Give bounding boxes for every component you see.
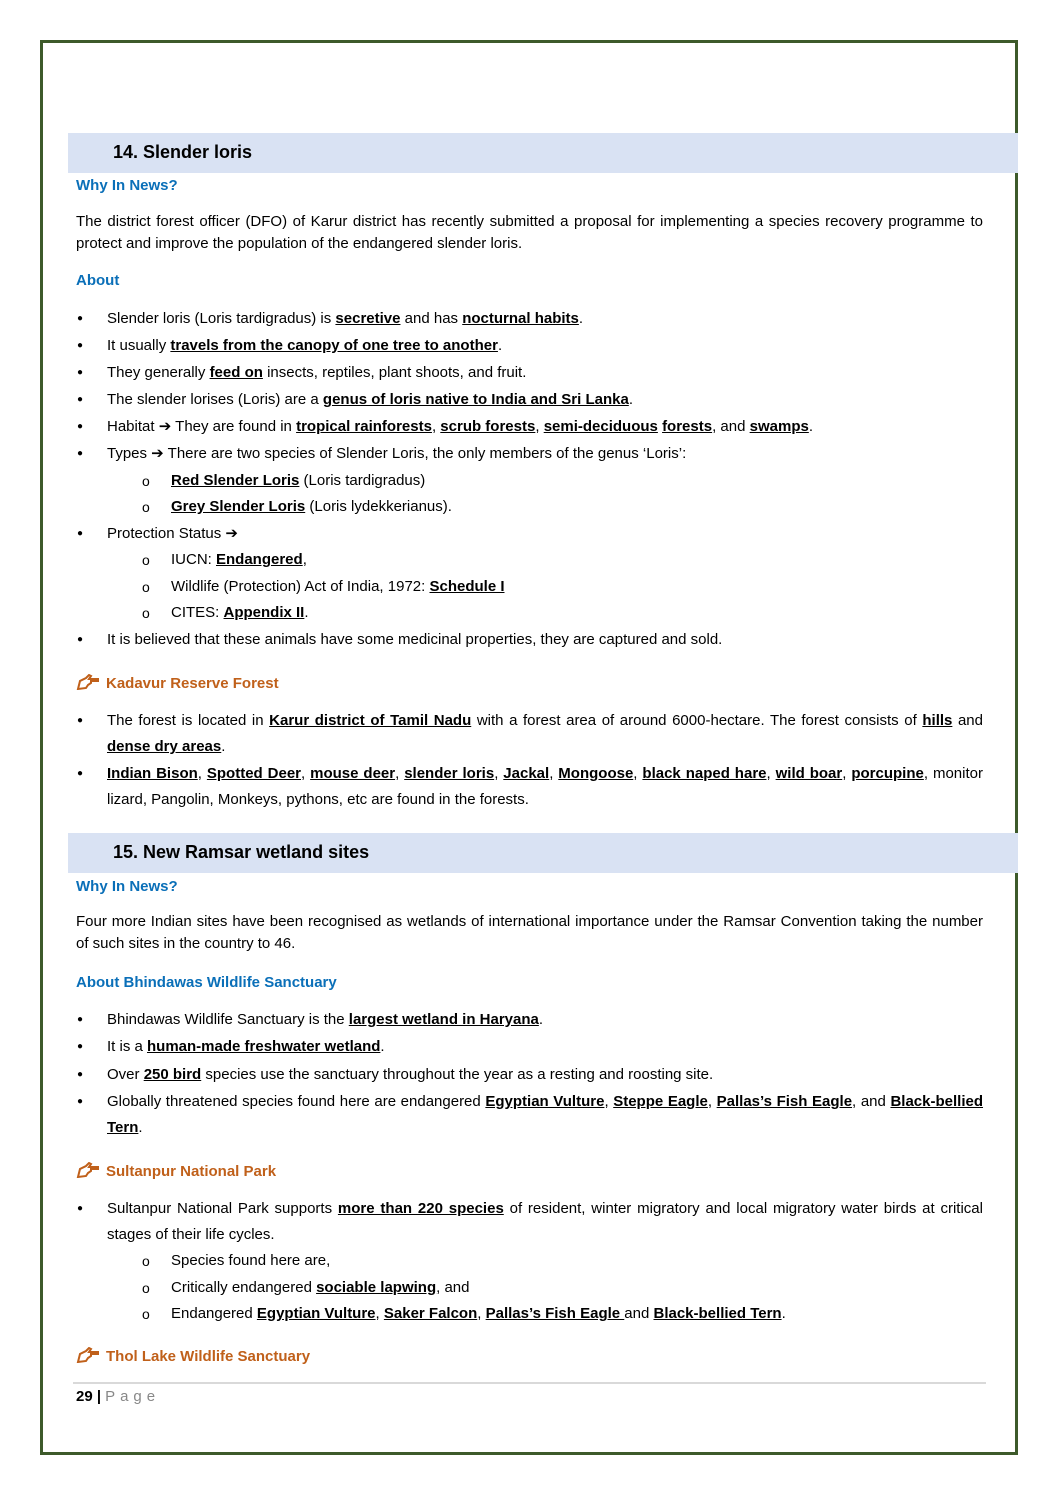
text: Endangered (171, 1305, 257, 1322)
bullet-icon: o (142, 473, 150, 489)
text: , (549, 765, 559, 782)
sub-list-item (142, 1275, 983, 1301)
text: . (808, 418, 813, 435)
emphasis-text: Egyptian Vulture (485, 1093, 605, 1110)
bullet-icon: ● (77, 394, 84, 405)
page-label: Page (105, 1388, 161, 1405)
text: , and (852, 1093, 891, 1110)
text: (Loris lydekkerianus). (305, 498, 452, 515)
text: , (477, 1305, 486, 1322)
text: . (138, 1119, 143, 1136)
bullet-icon: ● (77, 421, 84, 432)
emphasis-text: forests (662, 418, 713, 435)
text: . (578, 310, 584, 327)
text: Habitat ➔ They are found in (107, 418, 297, 435)
list-item (77, 387, 983, 413)
text: IUCN: (171, 551, 216, 568)
emphasis-text: nocturnal habits (462, 310, 579, 327)
bullet-icon: ● (77, 1014, 84, 1025)
subheading-text: Kadavur Reserve Forest (106, 675, 279, 692)
emphasis-text: scrub forests (440, 418, 536, 435)
bullet-icon: ● (77, 1069, 84, 1080)
page-number: 29 (76, 1388, 93, 1405)
pointing-hand-icon (76, 1162, 100, 1185)
text: , (633, 765, 643, 782)
section-title: 14. Slender loris (113, 142, 253, 162)
text: Types ➔ There are two species of Slender Loris, the only members of the genus ‘Loris’: (107, 445, 687, 462)
emphasis-text: Spotted Deer (206, 765, 302, 782)
text: , (766, 765, 776, 782)
list-item (77, 441, 983, 467)
bullet-icon: ● (77, 1041, 84, 1052)
emphasis-text: dense dry areas (107, 738, 222, 755)
list-item (77, 1007, 983, 1033)
list-item (77, 1062, 983, 1088)
text: , (301, 765, 311, 782)
sub-list-item (142, 547, 983, 573)
emphasis-text: Schedule I (429, 578, 505, 595)
emphasis-text: Jackal (503, 765, 550, 782)
about-heading: About Bhindawas Wildlife Sanctuary (76, 974, 337, 991)
text: and (952, 712, 983, 729)
text: . (304, 604, 309, 621)
subheading (76, 1161, 983, 1185)
text: , (431, 418, 441, 435)
text: , monitor lizard, Pangolin, Monkeys, pythons, etc are found in the forests. (107, 765, 983, 808)
emphasis-text: Mongoose (558, 765, 634, 782)
paragraph: Four more Indian sites have been recognised as wetlands of international importance under the Ramsar Convention taking the number of such sites in the country to 46. (76, 913, 983, 952)
text: It usually (107, 337, 171, 354)
text: and has (400, 310, 463, 327)
bullet-icon: ● (77, 768, 84, 779)
emphasis-text: swamps (749, 418, 809, 435)
text: . (538, 1011, 544, 1028)
bullet-icon: o (142, 579, 150, 595)
emphasis-text: tropical rainforests (296, 418, 432, 435)
section-header (68, 833, 1018, 873)
pointing-hand-icon (76, 1347, 100, 1370)
emphasis-text: Karur district of Tamil Nadu (269, 712, 472, 729)
sub-list-item (142, 1301, 983, 1327)
text: and (624, 1305, 654, 1322)
bullet-icon: ● (77, 313, 84, 324)
bullet-icon: ● (77, 448, 84, 459)
sub-list-item (142, 574, 983, 600)
list-item (77, 333, 983, 359)
bullet-icon: ● (77, 528, 84, 539)
text: The forest is located in (107, 712, 270, 729)
text: . (497, 337, 503, 354)
text: of resident, winter migratory and local migratory water birds at critical stages of their life cycles. (107, 1200, 983, 1243)
text: , (375, 1305, 384, 1322)
text: Globally threatened species found here are endangered (107, 1093, 486, 1110)
text: , (494, 765, 504, 782)
bullet-icon: ● (77, 715, 84, 726)
text: It is believed that these animals have some medicinal properties, they are captured and sold. (107, 631, 723, 648)
text: CITES: (171, 604, 224, 621)
text: (Loris tardigradus) (299, 472, 426, 489)
list-item (77, 521, 983, 547)
pointing-hand-icon (76, 674, 100, 697)
sub-list-item (142, 600, 983, 626)
subheading-text: Sultanpur National Park (106, 1163, 277, 1180)
bullet-icon: o (142, 552, 150, 568)
section-header (68, 133, 1018, 173)
bullet-icon: ● (77, 340, 84, 351)
bullet-icon: o (142, 1253, 150, 1269)
emphasis-text: Egyptian Vulture (256, 1305, 376, 1322)
emphasis-text: porcupine (851, 765, 924, 782)
text: Bhindawas Wildlife Sanctuary is the (107, 1011, 349, 1028)
text: insects, reptiles, plant shoots, and fruit. (262, 364, 527, 381)
list-item (77, 414, 983, 440)
emphasis-text: hills (922, 712, 953, 729)
emphasis-text: Black-bellied Tern (653, 1305, 782, 1322)
section-title: 15. New Ramsar wetland sites (113, 842, 370, 862)
text: Wildlife (Protection) Act of India, 1972: (171, 578, 430, 595)
emphasis-text: semi-deciduous (543, 418, 658, 435)
emphasis-text: travels from the canopy of one tree to another (170, 337, 498, 354)
emphasis-text: Endangered (216, 551, 303, 568)
about-heading: About (76, 272, 120, 289)
sub-list-item (142, 494, 983, 520)
footer-divider (73, 1382, 986, 1384)
text: , (604, 1093, 614, 1110)
bullet-icon: o (142, 1280, 150, 1296)
subheading (76, 673, 983, 697)
text: , and (712, 418, 750, 435)
emphasis-text: more than 220 species (337, 1200, 504, 1217)
emphasis-text: mouse deer (310, 765, 396, 782)
text: They generally (107, 364, 210, 381)
text: Slender loris (Loris tardigradus) is (107, 310, 336, 327)
text: , (395, 765, 405, 782)
text: It is a (107, 1038, 148, 1055)
emphasis-text: human-made freshwater wetland (147, 1038, 381, 1055)
emphasis-text: feed on (209, 364, 263, 381)
list-item (77, 306, 983, 332)
list-item (77, 1034, 983, 1060)
text: , (302, 551, 307, 568)
bullet-icon: ● (77, 1203, 84, 1214)
text: Species found here are, (171, 1252, 331, 1269)
emphasis-text: Indian Bison (107, 765, 198, 782)
subheading (76, 1346, 983, 1370)
text: , (197, 765, 207, 782)
why-in-news-heading: Why In News? (76, 878, 178, 895)
emphasis-text: Grey Slender Loris (171, 498, 306, 515)
emphasis-text: black naped hare (642, 765, 767, 782)
subheading-text: Thol Lake Wildlife Sanctuary (106, 1348, 311, 1365)
emphasis-text: Appendix II (223, 604, 305, 621)
page-footer (76, 1388, 160, 1405)
emphasis-text: 250 bird (143, 1066, 202, 1083)
text: with a forest area of around 6000-hectare. The forest consists of (471, 712, 923, 729)
emphasis-text: largest wetland in Haryana (348, 1011, 539, 1028)
text: . (628, 391, 633, 408)
emphasis-text: Steppe Eagle (613, 1093, 708, 1110)
emphasis-text: Red Slender Loris (171, 472, 300, 489)
list-item (77, 708, 983, 760)
sub-list-item (142, 1248, 983, 1274)
bullet-icon: ● (77, 367, 84, 378)
emphasis-text: Saker Falcon (383, 1305, 478, 1322)
text: , (707, 1093, 717, 1110)
paragraph: The district forest officer (DFO) of Karur district has recently submitted a proposal for implementing a species recovery programme to protect and improve the population of the endangered slender loris. (76, 213, 983, 252)
list-item (77, 627, 983, 653)
emphasis-text: Pallas’s Fish Eagle (485, 1305, 625, 1322)
bullet-icon: o (142, 1306, 150, 1322)
footer-separator: | (96, 1388, 102, 1405)
emphasis-text: slender loris (404, 765, 495, 782)
text: Protection Status ➔ (107, 525, 238, 542)
emphasis-text: sociable lapwing (316, 1279, 437, 1296)
emphasis-text: genus of loris native to India and Sri Lanka (322, 391, 629, 408)
list-item (77, 1089, 984, 1141)
text: . (380, 1038, 385, 1055)
bullet-icon: ● (77, 634, 84, 645)
emphasis-text: Black-bellied Tern (107, 1093, 984, 1136)
text: , (535, 418, 544, 435)
list-item (77, 761, 983, 813)
sub-list-item (142, 468, 983, 494)
text: Over (107, 1066, 144, 1083)
emphasis-text: Pallas’s Fish Eagle (716, 1093, 853, 1110)
text: Critically endangered (171, 1279, 317, 1296)
emphasis-text: wild boar (775, 765, 843, 782)
text: , and (436, 1279, 470, 1296)
text: species use the sanctuary throughout the year as a resting and roosting site. (201, 1066, 714, 1083)
emphasis-text: secretive (335, 310, 401, 327)
bullet-icon: o (142, 605, 150, 621)
text: Sultanpur National Park supports (107, 1200, 338, 1217)
bullet-icon: o (142, 499, 150, 515)
bullet-icon: ● (77, 1096, 84, 1107)
text: The slender lorises (Loris) are a (107, 391, 323, 408)
list-item (77, 1196, 983, 1248)
list-item (77, 360, 983, 386)
why-in-news-heading: Why In News? (76, 177, 178, 194)
text: . (221, 738, 226, 755)
text: . (781, 1305, 786, 1322)
text: , (842, 765, 852, 782)
